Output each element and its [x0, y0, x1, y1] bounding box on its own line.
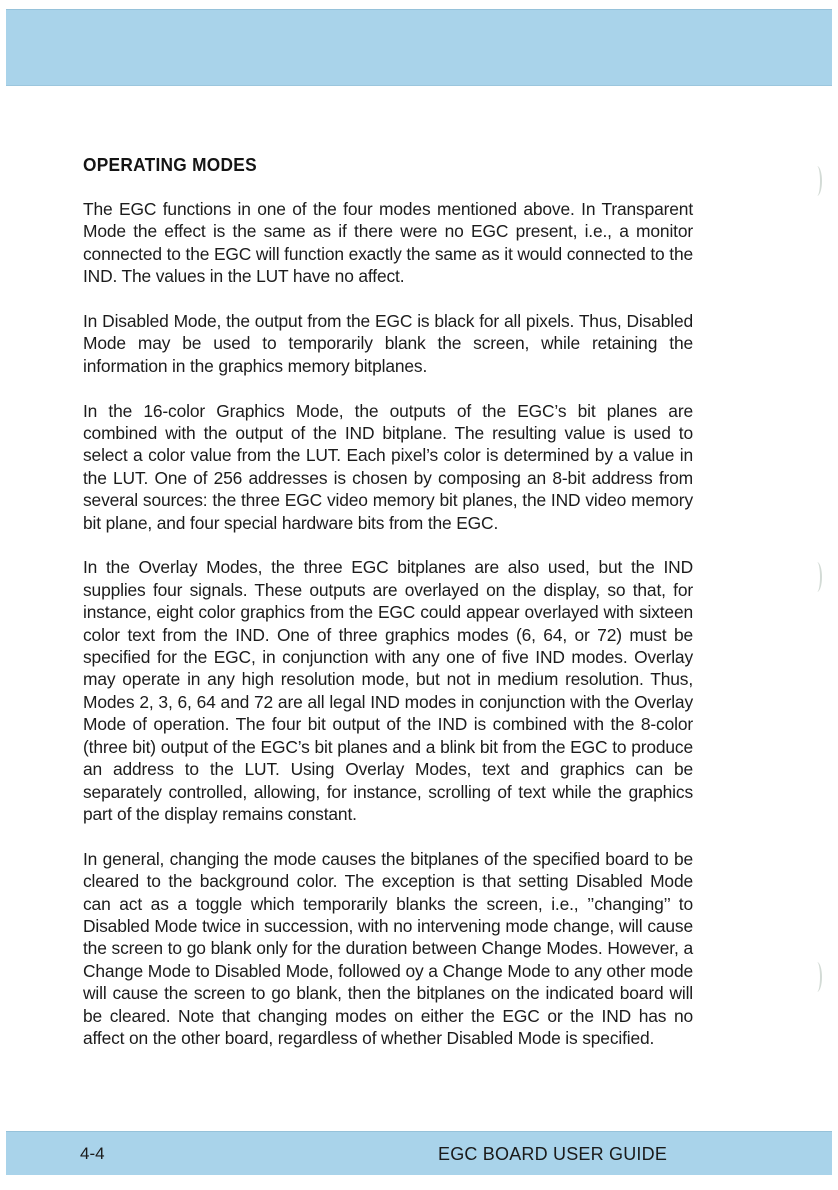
paragraph-overlay-modes: In the Overlay Modes, the three EGC bitplanes are also used, but the IND supplies four signals. These outputs are overlayed on the display, so that, for instance, eight color graphics from the EGC could appear overlayed with sixteen color text from the IND. One of three graphics modes (6, 64, or 72) must be specified for the EGC, in conjunction with any one of five IND modes. Overlay may operate in any high resolution mode, but not in medium resolution. Thus, Modes 2, 3, 6, 64 and 72 are all legal IND modes in conjunction with the Overlay Mode of operation. The four bit output of the IND is combined with the 8-color (three bit) output of the EGC’s bit planes and a blink bit from the EGC to produce an address to the LUT. Using Overlay Modes, text and graphics can be separately controlled, allowing, for instance, scrolling of text while the graphics part of the display remains constant.	[83, 557, 693, 824]
footer-band	[6, 1131, 832, 1175]
header-band	[6, 9, 832, 86]
body-text	[83, 198, 693, 1072]
guide-title: EGC BOARD USER GUIDE	[438, 1144, 668, 1164]
binder-hole-mark	[812, 166, 822, 196]
section-title: OPERATING MODES	[83, 155, 257, 175]
paragraph-transparent-mode: The EGC functions in one of the four modes mentioned above. In Transparent Mode the effect is the same as if there were no EGC present, i.e., a monitor connected to the EGC will function exactly the same as it would connected to the IND. The values in the LUT have no affect.	[83, 199, 693, 287]
binder-hole-mark	[812, 562, 822, 592]
paragraph-disabled-mode: In Disabled Mode, the output from the EGC is black for all pixels. Thus, Disabled Mode may be used to temporarily blank the screen, while retaining the information in the graphics memory bitplanes.	[83, 311, 693, 376]
paragraph-changing-modes: In general, changing the mode causes the bitplanes of the specified board to be cleared to the background color. The exception is that setting Disabled Mode can act as a toggle which temporarily blanks the screen, i.e., ’’changing’’ to Disabled Mode twice in succession, with no intervening mode change, will cause the screen to go blank only for the duration between Change Modes. However, a Change Mode to Disabled Mode, followed oy a Change Mode to any other mode will cause the screen to go blank, then the bitplanes on the indicated board will be cleared. Note that changing modes on either the EGC or the IND has no affect on the other board, regardless of whether Disabled Mode is specified.	[83, 848, 693, 1048]
binder-hole-mark	[812, 962, 822, 992]
paragraph-graphics-mode: In the 16-color Graphics Mode, the outputs of the EGC’s bit planes are combined with the output of the IND bitplane. The resulting value is used to select a color value from the LUT. Each pixel’s color is determined by a value in the LUT. One of 256 addresses is chosen by composing an 8-bit address from several sources: the three EGC video memory bit planes, the IND video memory bit plane, and four special hardware bits from the EGC.	[83, 400, 693, 533]
page-number: 4-4	[80, 1144, 105, 1163]
